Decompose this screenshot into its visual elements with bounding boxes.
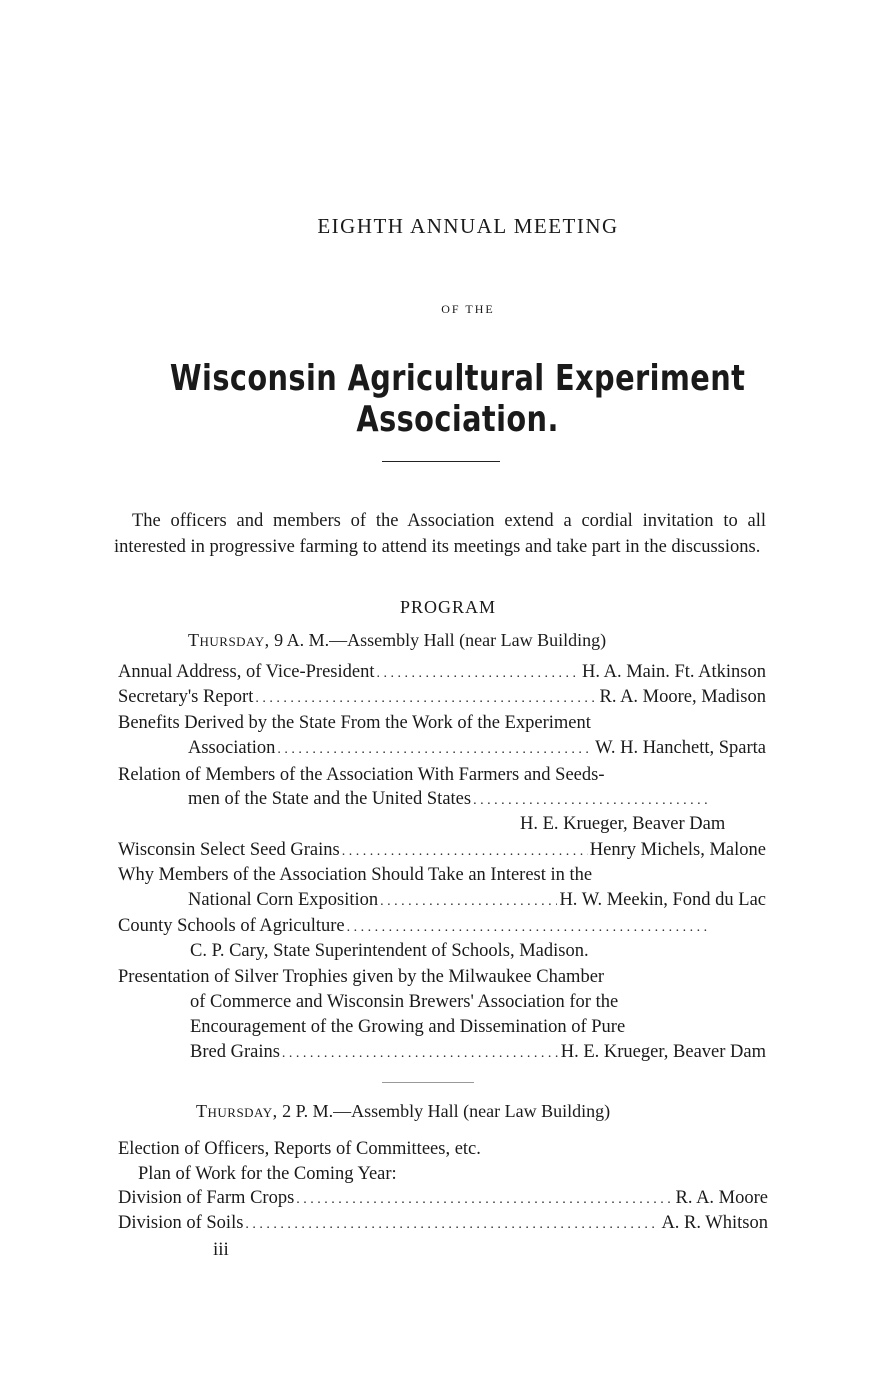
dot-leader xyxy=(282,1040,559,1066)
meeting-title: EIGHTH ANNUAL MEETING xyxy=(317,214,619,238)
program-item-presentation xyxy=(190,1040,766,1066)
session-details: 2 P. M.—Assembly Hall (near Law Building) xyxy=(277,1101,611,1121)
program-item-benefits-line1: Benefits Derived by the State From the Work of the Experiment xyxy=(118,713,591,733)
program-item-election: Election of Officers, Reports of Committees, etc. xyxy=(118,1139,481,1159)
item-speaker: R. A. Moore xyxy=(675,1188,768,1208)
item-speaker: R. A. Moore, Madison xyxy=(599,687,766,707)
program-item-farm-crops xyxy=(118,1186,768,1212)
item-speaker: H. W. Meekin, Fond du Lac xyxy=(559,890,766,910)
item-speaker: H. A. Main. Ft. Atkinson xyxy=(582,662,766,682)
program-item-presentation-line3: Encouragement of the Growing and Dissemination of Pure xyxy=(190,1017,626,1037)
dot-leader xyxy=(342,838,588,864)
program-item-presentation-line2: of Commerce and Wisconsin Brewers' Association for the xyxy=(190,992,619,1012)
item-title: Secretary's Report xyxy=(118,687,254,707)
item-speaker-county: C. P. Cary, State Superintendent of Schools, Madison. xyxy=(190,941,589,961)
item-title: men of the State and the United States xyxy=(188,789,472,809)
dot-leader xyxy=(376,660,580,686)
program-item-relation-line1: Relation of Members of the Association With Farmers and Seeds- xyxy=(118,765,605,785)
item-speaker-relation: H. E. Krueger, Beaver Dam xyxy=(520,814,726,834)
section-separator xyxy=(382,1082,474,1083)
item-title: Wisconsin Select Seed Grains xyxy=(118,840,340,860)
item-speaker: W. H. Hanchett, Sparta xyxy=(595,738,766,758)
program-item-relation xyxy=(188,787,712,813)
session-details: 9 A. M.—Assembly Hall (near Law Building) xyxy=(269,630,607,650)
item-title: Annual Address, of Vice-President xyxy=(118,662,375,682)
item-speaker: Henry Michels, Malone xyxy=(589,840,766,860)
program-item-soils xyxy=(118,1211,768,1237)
item-title: Bred Grains xyxy=(190,1042,280,1062)
program-item-annual-address xyxy=(118,660,766,686)
program-item-secretary-report xyxy=(118,685,766,711)
item-title: County Schools of Agriculture xyxy=(118,916,345,936)
title-rule xyxy=(382,461,500,462)
dot-leader xyxy=(245,1211,659,1237)
dot-leader xyxy=(347,914,710,940)
dot-leader xyxy=(473,787,710,813)
program-item-plan-of-work: Plan of Work for the Coming Year: xyxy=(138,1164,397,1184)
program-item-presentation-line1: Presentation of Silver Trophies given by the Milwaukee Chamber xyxy=(118,967,605,987)
intro-paragraph: The officers and members of the Association extend a cordial invitation to all interested in progressive farming to attend its meetings and take part in the discussions. xyxy=(114,511,766,557)
item-title: National Corn Exposition xyxy=(188,890,379,910)
program-item-county-schools xyxy=(118,914,712,940)
program-item-benefits xyxy=(188,736,766,762)
program-item-why-members-line1: Why Members of the Association Should Take an Interest in the xyxy=(118,865,593,885)
session-day: Thursday, xyxy=(196,1101,278,1121)
association-name: Wisconsin Agricultural Experiment Association. xyxy=(169,358,746,440)
program-heading: PROGRAM xyxy=(399,597,497,617)
session-heading-afternoon xyxy=(196,1101,610,1122)
of-the-line: OF THE xyxy=(441,302,495,316)
dot-leader xyxy=(277,736,593,762)
page-number: iii xyxy=(213,1239,229,1260)
dot-leader xyxy=(255,685,597,711)
dot-leader xyxy=(296,1186,673,1212)
session-heading-morning xyxy=(188,630,606,651)
item-title: Division of Soils xyxy=(118,1213,244,1233)
item-speaker: H. E. Krueger, Beaver Dam xyxy=(560,1042,766,1062)
item-title: Division of Farm Crops xyxy=(118,1188,295,1208)
session-day: Thursday, xyxy=(188,630,270,650)
program-item-select-seed-grains xyxy=(118,838,766,864)
program-item-why-members xyxy=(188,888,766,914)
item-speaker: A. R. Whitson xyxy=(661,1213,768,1233)
item-title: Association xyxy=(188,738,276,758)
dot-leader xyxy=(380,888,557,914)
